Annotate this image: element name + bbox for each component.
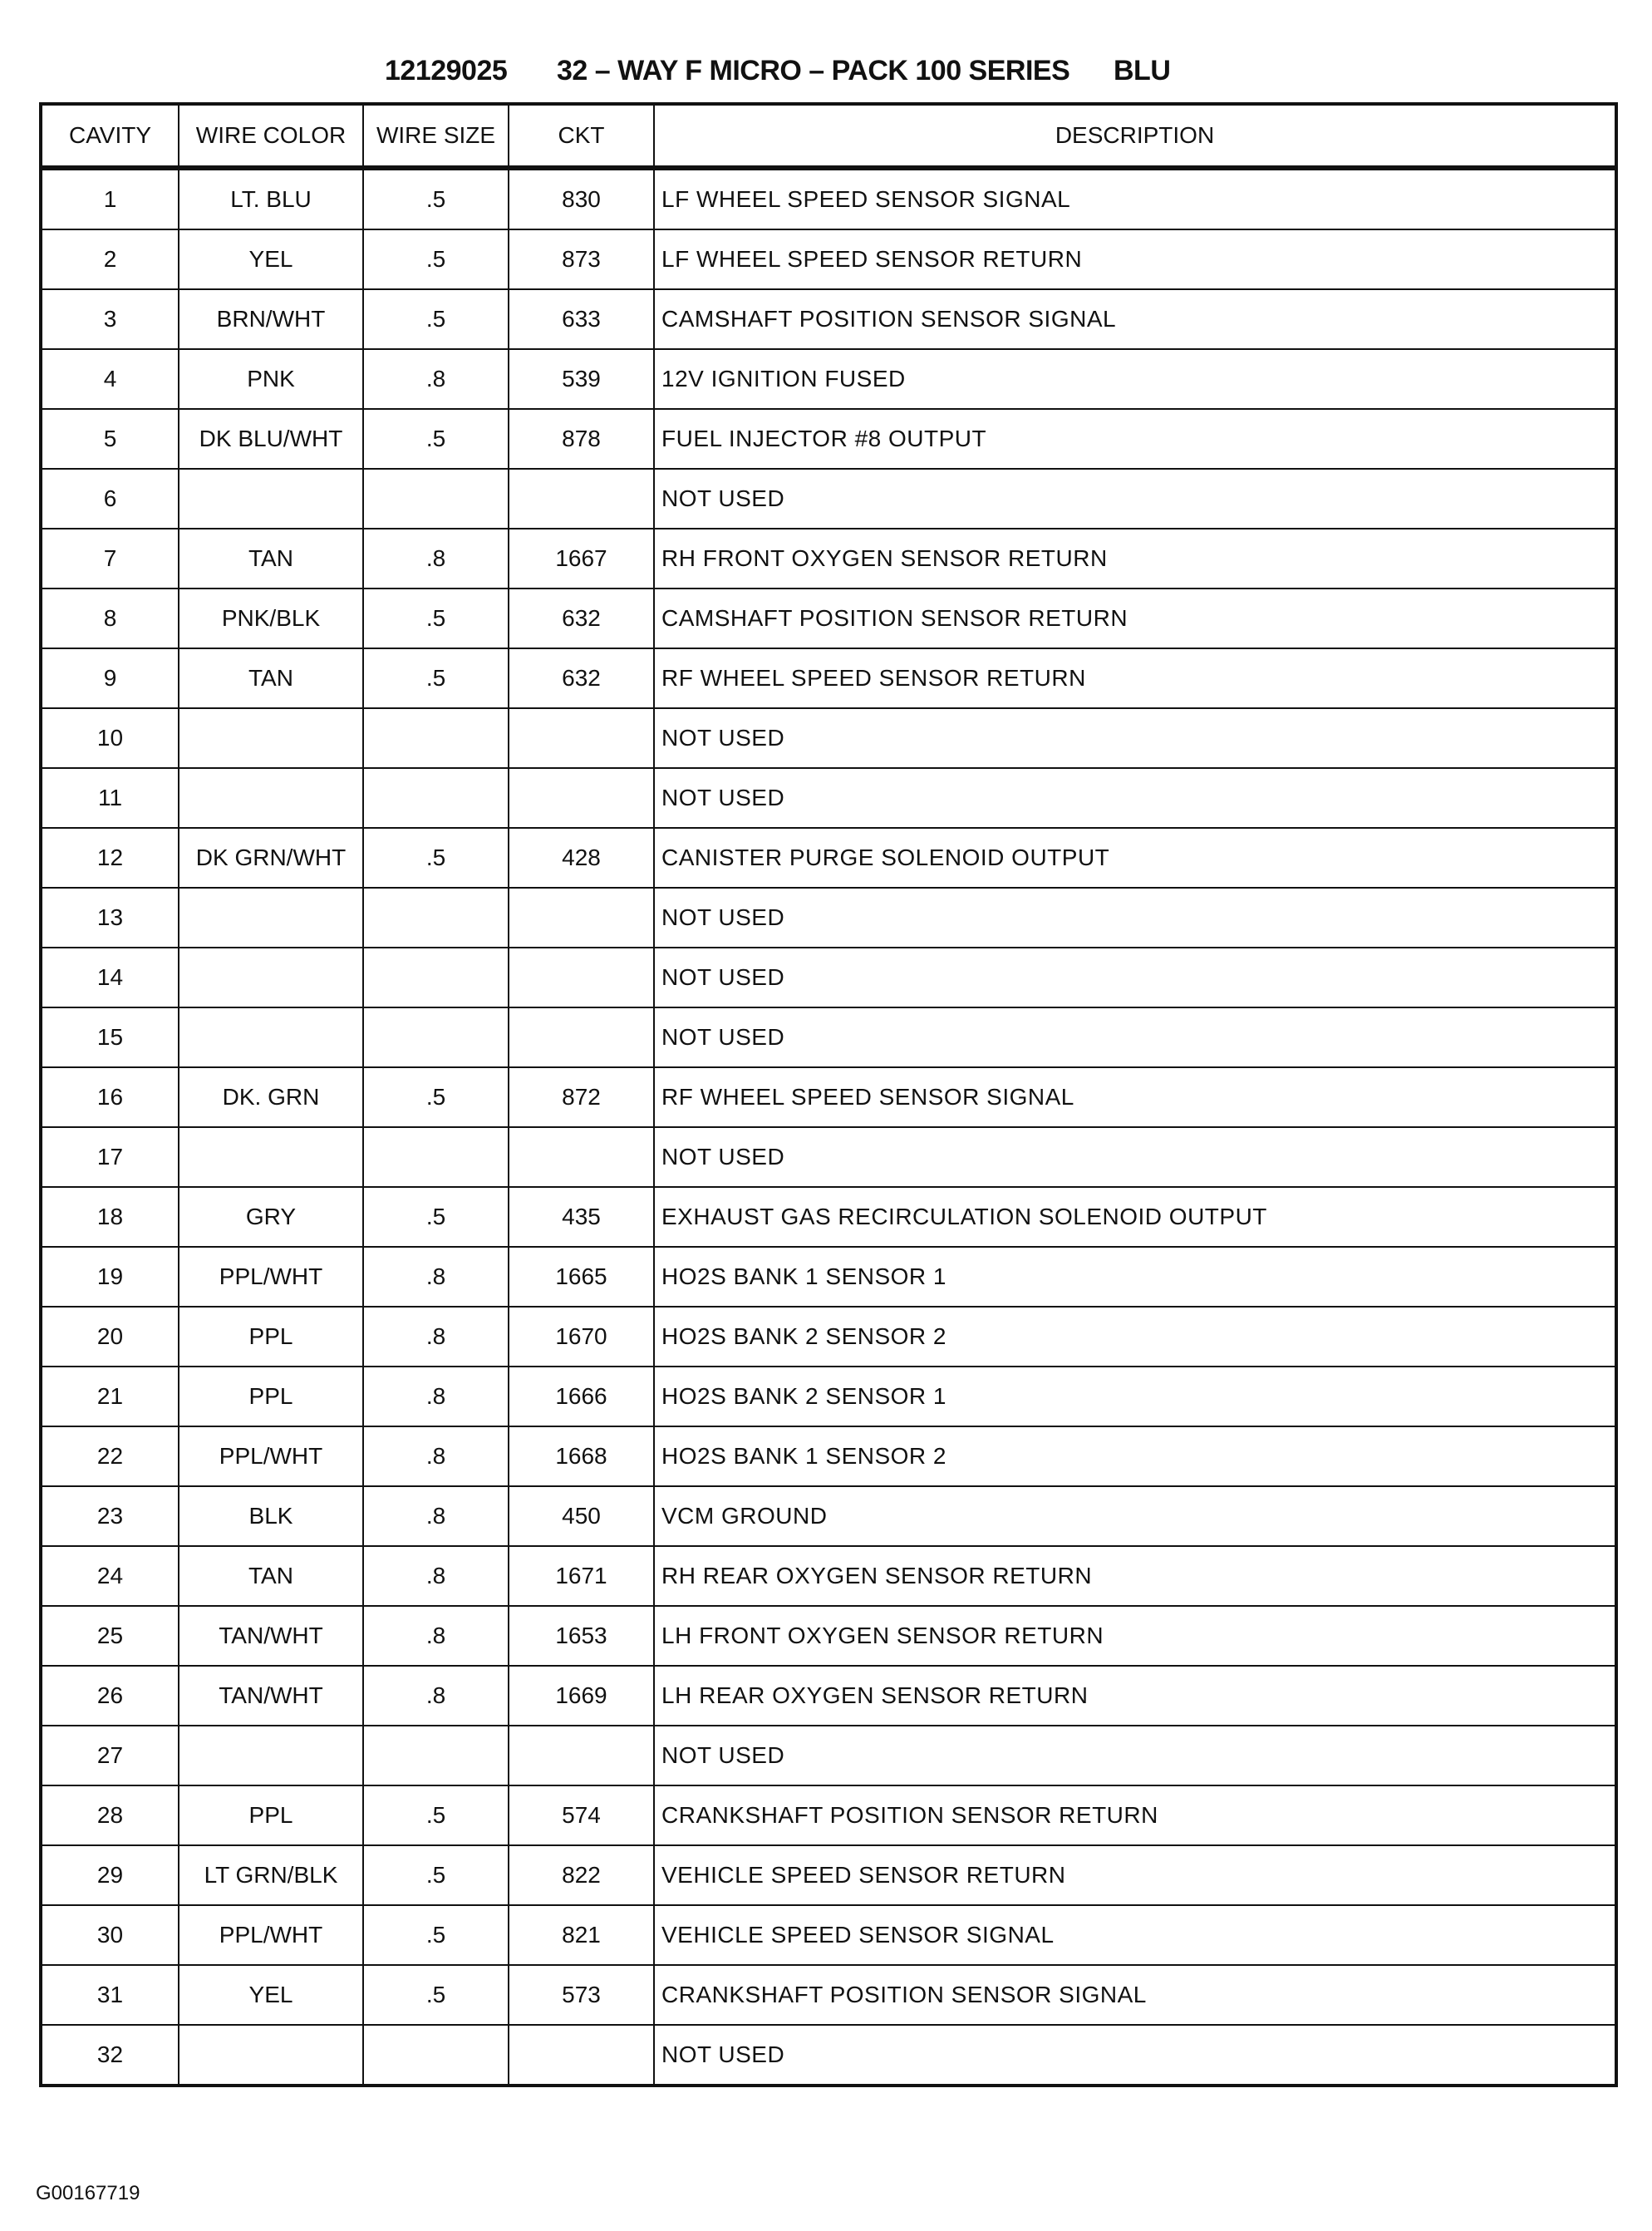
wire-color-cell: DK GRN/WHT <box>179 828 363 888</box>
wire-color-cell: LT. BLU <box>179 168 363 229</box>
description-cell: CAMSHAFT POSITION SENSOR SIGNAL <box>654 289 1616 349</box>
cavity-cell: 13 <box>41 888 179 948</box>
ckt-cell <box>509 469 654 529</box>
wire-size-cell <box>363 768 509 828</box>
table-row <box>41 1307 1616 1367</box>
description-cell: HO2S BANK 2 SENSOR 2 <box>654 1307 1616 1367</box>
wire-color-cell: GRY <box>179 1187 363 1247</box>
ckt-cell: 873 <box>509 229 654 289</box>
description-cell: CAMSHAFT POSITION SENSOR RETURN <box>654 589 1616 648</box>
table-row <box>41 1247 1616 1307</box>
description-cell: LF WHEEL SPEED SENSOR SIGNAL <box>654 168 1616 229</box>
wire-size-cell: .8 <box>363 1546 509 1606</box>
table-row <box>41 1367 1616 1426</box>
description-cell: NOT USED <box>654 2025 1616 2086</box>
ckt-cell: 539 <box>509 349 654 409</box>
pinout-table <box>39 102 1618 2087</box>
description-cell: NOT USED <box>654 1726 1616 1785</box>
table-row <box>41 888 1616 948</box>
wire-color-cell: TAN <box>179 1546 363 1606</box>
description-cell: NOT USED <box>654 768 1616 828</box>
cavity-cell: 12 <box>41 828 179 888</box>
table-row <box>41 1905 1616 1965</box>
wire-color-cell: TAN <box>179 529 363 589</box>
ckt-cell: 872 <box>509 1067 654 1127</box>
ckt-cell: 1667 <box>509 529 654 589</box>
wire-color-cell: YEL <box>179 1965 363 2025</box>
cavity-cell: 9 <box>41 648 179 708</box>
column-header-wire-size: WIRE SIZE <box>363 104 509 168</box>
wire-size-cell <box>363 1007 509 1067</box>
wire-size-cell: .5 <box>363 229 509 289</box>
description-cell: EXHAUST GAS RECIRCULATION SOLENOID OUTPUT <box>654 1187 1616 1247</box>
table-row <box>41 1546 1616 1606</box>
wire-size-cell: .5 <box>363 1785 509 1845</box>
cavity-cell: 32 <box>41 2025 179 2086</box>
table-row <box>41 529 1616 589</box>
table-row <box>41 1726 1616 1785</box>
cavity-cell: 17 <box>41 1127 179 1187</box>
description-cell: 12V IGNITION FUSED <box>654 349 1616 409</box>
wire-size-cell <box>363 469 509 529</box>
ckt-cell <box>509 2025 654 2086</box>
ckt-cell: 632 <box>509 648 654 708</box>
ckt-cell: 450 <box>509 1486 654 1546</box>
description-cell: HO2S BANK 1 SENSOR 2 <box>654 1426 1616 1486</box>
description-cell: CANISTER PURGE SOLENOID OUTPUT <box>654 828 1616 888</box>
wire-size-cell <box>363 2025 509 2086</box>
description-cell: NOT USED <box>654 888 1616 948</box>
wire-color-cell <box>179 708 363 768</box>
cavity-cell: 11 <box>41 768 179 828</box>
wire-size-cell: .5 <box>363 1905 509 1965</box>
connector-description: 32 – WAY F MICRO – PACK 100 SERIES <box>557 55 1070 86</box>
wire-color-cell <box>179 1127 363 1187</box>
description-cell: VEHICLE SPEED SENSOR RETURN <box>654 1845 1616 1905</box>
description-cell: RF WHEEL SPEED SENSOR SIGNAL <box>654 1067 1616 1127</box>
wire-color-cell <box>179 1726 363 1785</box>
cavity-cell: 10 <box>41 708 179 768</box>
wire-size-cell: .5 <box>363 1965 509 2025</box>
cavity-cell: 25 <box>41 1606 179 1666</box>
table-row <box>41 1606 1616 1666</box>
cavity-cell: 28 <box>41 1785 179 1845</box>
table-row <box>41 168 1616 229</box>
description-cell: CRANKSHAFT POSITION SENSOR SIGNAL <box>654 1965 1616 2025</box>
table-row <box>41 1127 1616 1187</box>
table-row <box>41 768 1616 828</box>
wire-size-cell: .8 <box>363 529 509 589</box>
ckt-cell <box>509 768 654 828</box>
cavity-cell: 4 <box>41 349 179 409</box>
cavity-cell: 18 <box>41 1187 179 1247</box>
ckt-cell: 878 <box>509 409 654 469</box>
description-cell: LH FRONT OXYGEN SENSOR RETURN <box>654 1606 1616 1666</box>
cavity-cell: 26 <box>41 1666 179 1726</box>
wire-size-cell: .8 <box>363 1247 509 1307</box>
wire-color-cell <box>179 948 363 1007</box>
table-row <box>41 469 1616 529</box>
cavity-cell: 27 <box>41 1726 179 1785</box>
cavity-cell: 1 <box>41 168 179 229</box>
cavity-cell: 19 <box>41 1247 179 1307</box>
wire-size-cell: .5 <box>363 1067 509 1127</box>
cavity-cell: 29 <box>41 1845 179 1905</box>
cavity-cell: 7 <box>41 529 179 589</box>
description-cell: FUEL INJECTOR #8 OUTPUT <box>654 409 1616 469</box>
table-row <box>41 349 1616 409</box>
table-row <box>41 1785 1616 1845</box>
wire-size-cell <box>363 888 509 948</box>
wire-size-cell: .8 <box>363 349 509 409</box>
table-row <box>41 1426 1616 1486</box>
cavity-cell: 22 <box>41 1426 179 1486</box>
wire-color-cell: LT GRN/BLK <box>179 1845 363 1905</box>
ckt-cell <box>509 1007 654 1067</box>
description-cell: LF WHEEL SPEED SENSOR RETURN <box>654 229 1616 289</box>
ckt-cell: 821 <box>509 1905 654 1965</box>
ckt-cell: 1669 <box>509 1666 654 1726</box>
table-row <box>41 1486 1616 1546</box>
wire-color-cell: PPL <box>179 1785 363 1845</box>
cavity-cell: 3 <box>41 289 179 349</box>
description-cell: NOT USED <box>654 1007 1616 1067</box>
description-cell: VEHICLE SPEED SENSOR SIGNAL <box>654 1905 1616 1965</box>
wire-size-cell: .5 <box>363 648 509 708</box>
wire-color-cell: TAN <box>179 648 363 708</box>
cavity-cell: 15 <box>41 1007 179 1067</box>
ckt-cell: 830 <box>509 168 654 229</box>
cavity-cell: 2 <box>41 229 179 289</box>
description-cell: NOT USED <box>654 708 1616 768</box>
ckt-cell: 822 <box>509 1845 654 1905</box>
wire-color-cell: PPL/WHT <box>179 1905 363 1965</box>
ckt-cell <box>509 708 654 768</box>
wire-size-cell: .8 <box>363 1666 509 1726</box>
cavity-cell: 21 <box>41 1367 179 1426</box>
ckt-cell: 435 <box>509 1187 654 1247</box>
wire-color-cell: TAN/WHT <box>179 1666 363 1726</box>
wire-color-cell: YEL <box>179 229 363 289</box>
wire-size-cell <box>363 1726 509 1785</box>
wire-size-cell <box>363 948 509 1007</box>
ckt-cell: 1665 <box>509 1247 654 1307</box>
cavity-cell: 14 <box>41 948 179 1007</box>
wire-size-cell: .5 <box>363 1187 509 1247</box>
wire-size-cell: .5 <box>363 168 509 229</box>
column-header-ckt: CKT <box>509 104 654 168</box>
description-cell: RH FRONT OXYGEN SENSOR RETURN <box>654 529 1616 589</box>
wire-size-cell: .5 <box>363 589 509 648</box>
cavity-cell: 16 <box>41 1067 179 1127</box>
table-body <box>41 168 1616 2086</box>
wire-size-cell: .8 <box>363 1486 509 1546</box>
table-row <box>41 2025 1616 2086</box>
description-cell: LH REAR OXYGEN SENSOR RETURN <box>654 1666 1616 1726</box>
table-row <box>41 648 1616 708</box>
table-row <box>41 1666 1616 1726</box>
table-row <box>41 1187 1616 1247</box>
wire-size-cell: .5 <box>363 409 509 469</box>
wire-color-cell: TAN/WHT <box>179 1606 363 1666</box>
table-row <box>41 229 1616 289</box>
table-row <box>41 828 1616 888</box>
ckt-cell <box>509 948 654 1007</box>
ckt-cell: 573 <box>509 1965 654 2025</box>
wire-size-cell: .5 <box>363 1845 509 1905</box>
wire-color-cell: DK BLU/WHT <box>179 409 363 469</box>
column-header-description: DESCRIPTION <box>654 104 1616 168</box>
ckt-cell: 1666 <box>509 1367 654 1426</box>
cavity-cell: 24 <box>41 1546 179 1606</box>
wire-size-cell <box>363 708 509 768</box>
cavity-cell: 31 <box>41 1965 179 2025</box>
table-row <box>41 409 1616 469</box>
ckt-cell: 1671 <box>509 1546 654 1606</box>
table-row <box>41 1067 1616 1127</box>
ckt-cell: 574 <box>509 1785 654 1845</box>
wire-size-cell: .8 <box>363 1367 509 1426</box>
cavity-cell: 6 <box>41 469 179 529</box>
wire-color-cell: PPL <box>179 1367 363 1426</box>
description-cell: NOT USED <box>654 469 1616 529</box>
description-cell: RH REAR OXYGEN SENSOR RETURN <box>654 1546 1616 1606</box>
table-row <box>41 1007 1616 1067</box>
wire-size-cell: .8 <box>363 1426 509 1486</box>
table-row <box>41 1845 1616 1905</box>
wire-color-cell <box>179 469 363 529</box>
table-row <box>41 589 1616 648</box>
description-cell: RF WHEEL SPEED SENSOR RETURN <box>654 648 1616 708</box>
wire-size-cell: .5 <box>363 289 509 349</box>
cavity-cell: 23 <box>41 1486 179 1546</box>
description-cell: NOT USED <box>654 1127 1616 1187</box>
ckt-cell: 428 <box>509 828 654 888</box>
ckt-cell <box>509 1127 654 1187</box>
wire-color-cell: PNK/BLK <box>179 589 363 648</box>
cavity-cell: 30 <box>41 1905 179 1965</box>
column-header-wire-color: WIRE COLOR <box>179 104 363 168</box>
table-row <box>41 289 1616 349</box>
connector-color: BLU <box>1114 55 1171 86</box>
table-row <box>41 948 1616 1007</box>
description-cell: HO2S BANK 2 SENSOR 1 <box>654 1367 1616 1426</box>
description-cell: HO2S BANK 1 SENSOR 1 <box>654 1247 1616 1307</box>
wire-color-cell: BLK <box>179 1486 363 1546</box>
ckt-cell: 1670 <box>509 1307 654 1367</box>
ckt-cell: 632 <box>509 589 654 648</box>
wire-color-cell: DK. GRN <box>179 1067 363 1127</box>
description-cell: CRANKSHAFT POSITION SENSOR RETURN <box>654 1785 1616 1845</box>
wire-color-cell <box>179 888 363 948</box>
wire-color-cell <box>179 1007 363 1067</box>
ckt-cell: 633 <box>509 289 654 349</box>
wire-color-cell: BRN/WHT <box>179 289 363 349</box>
wire-size-cell: .8 <box>363 1307 509 1367</box>
ckt-cell: 1653 <box>509 1606 654 1666</box>
column-header-cavity: CAVITY <box>41 104 179 168</box>
wire-size-cell <box>363 1127 509 1187</box>
table-row <box>41 708 1616 768</box>
table-header-row <box>41 104 1616 168</box>
wire-color-cell <box>179 2025 363 2086</box>
table-row <box>41 1965 1616 2025</box>
wire-size-cell: .5 <box>363 828 509 888</box>
ckt-cell: 1668 <box>509 1426 654 1486</box>
wire-color-cell: PNK <box>179 349 363 409</box>
description-cell: VCM GROUND <box>654 1486 1616 1546</box>
wire-size-cell: .8 <box>363 1606 509 1666</box>
cavity-cell: 8 <box>41 589 179 648</box>
wire-color-cell: PPL/WHT <box>179 1426 363 1486</box>
cavity-cell: 20 <box>41 1307 179 1367</box>
ckt-cell <box>509 1726 654 1785</box>
part-number: 12129025 <box>385 55 508 86</box>
cavity-cell: 5 <box>41 409 179 469</box>
figure-id: G00167719 <box>36 2182 140 2204</box>
description-cell: NOT USED <box>654 948 1616 1007</box>
ckt-cell <box>509 888 654 948</box>
wire-color-cell: PPL <box>179 1307 363 1367</box>
wire-color-cell: PPL/WHT <box>179 1247 363 1307</box>
wire-color-cell <box>179 768 363 828</box>
